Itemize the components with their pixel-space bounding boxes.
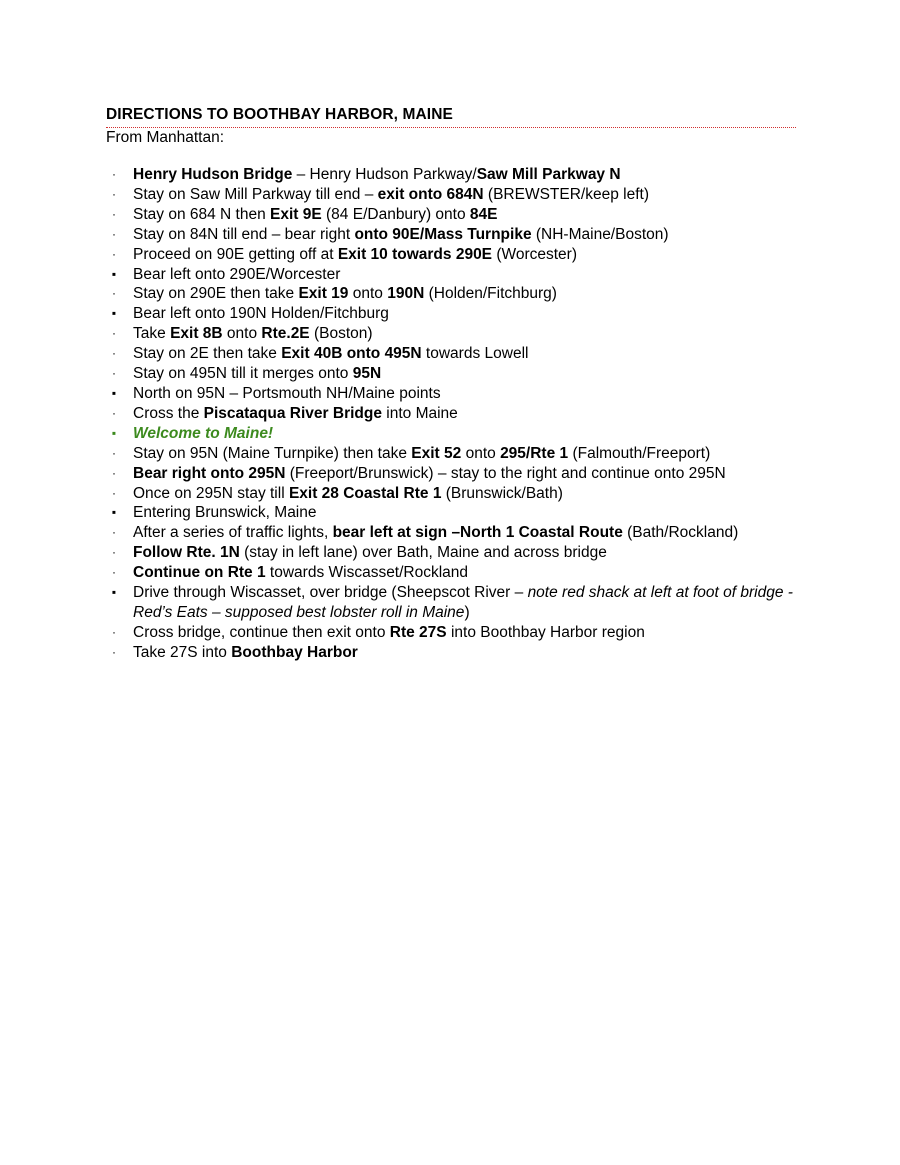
bullet-icon: · — [112, 465, 116, 480]
page-title: DIRECTIONS TO BOOTHBAY HARBOR, MAINE — [106, 106, 453, 123]
step-text: Exit 28 Coastal Rte 1 — [288, 484, 442, 502]
step-text: Drive through Wiscasset, over bridge (Sheepscot River – — [133, 584, 528, 602]
step-text: North on 95N – Portsmouth NH/Maine points — [133, 384, 441, 402]
step-text: (BREWSTER/keep left) — [483, 185, 649, 203]
direction-step — [106, 384, 796, 404]
step-text: Stay on 684 N then — [133, 205, 271, 223]
direction-step — [106, 543, 796, 563]
bullet-icon: ▪ — [111, 385, 117, 400]
bullet-icon: · — [112, 246, 116, 261]
step-text: Take — [133, 325, 171, 343]
step-text: 190N — [387, 285, 425, 303]
step-text: Rte.2E — [261, 325, 310, 343]
direction-step — [106, 484, 796, 504]
step-text: onto — [222, 325, 262, 343]
step-text: (Bath/Rockland) — [622, 524, 739, 542]
directions-list — [106, 165, 796, 663]
direction-step — [106, 424, 796, 444]
direction-step — [106, 563, 796, 583]
step-text: Henry Hudson Bridge — [133, 166, 293, 183]
step-text: (Brunswick/Bath) — [441, 484, 563, 502]
document-page — [106, 104, 796, 663]
direction-step — [106, 503, 796, 523]
step-text: Bear left onto 290E/Worcester — [133, 265, 341, 283]
bullet-icon: · — [112, 186, 116, 201]
step-text: Exit 40B onto 495N — [281, 345, 422, 363]
step-text: onto 90E/Mass Turnpike — [354, 225, 532, 243]
step-text: – Henry Hudson Parkway/ — [292, 166, 477, 183]
step-text: Stay on 2E then take — [133, 345, 282, 363]
step-text: Piscataqua River Bridge — [203, 404, 382, 422]
bullet-icon: ▪ — [111, 266, 117, 281]
bullet-icon: · — [112, 485, 116, 500]
bullet-icon: · — [112, 206, 116, 221]
step-text: into Maine — [381, 404, 458, 422]
direction-step — [106, 304, 796, 324]
step-text: 295/Rte 1 — [500, 444, 569, 462]
direction-step — [106, 265, 796, 285]
direction-step — [106, 225, 796, 245]
bullet-icon: · — [112, 525, 116, 540]
direction-step — [106, 404, 796, 424]
bullet-icon: · — [112, 565, 116, 580]
direction-step — [106, 245, 796, 265]
bullet-icon: · — [112, 226, 116, 241]
direction-step — [106, 523, 796, 543]
step-text: Stay on 495N till it merges onto — [133, 365, 353, 383]
direction-step — [106, 344, 796, 364]
step-text: Stay on 84N till end – bear right — [133, 225, 355, 243]
direction-step — [106, 583, 796, 623]
step-text: bear left at sign –North 1 Coastal Route — [332, 524, 623, 542]
step-text: onto — [461, 444, 501, 462]
step-text: 84E — [469, 205, 498, 223]
direction-step — [106, 364, 796, 384]
step-text: After a series of traffic lights, — [133, 524, 333, 542]
step-text: (Falmouth/Freeport) — [568, 444, 711, 462]
bullet-icon: · — [112, 286, 116, 301]
step-text: Stay on Saw Mill Parkway till end – — [133, 185, 378, 203]
step-text: Exit 8B — [170, 325, 223, 343]
step-text: Exit 10 towards 290E — [337, 245, 493, 263]
title-rule — [106, 104, 796, 128]
step-text: Continue on Rte 1 — [133, 564, 266, 582]
bullet-icon: · — [112, 545, 116, 560]
bullet-icon: · — [112, 644, 116, 659]
bullet-icon: · — [112, 326, 116, 341]
bullet-icon: ▪ — [111, 425, 117, 440]
step-text: onto — [348, 285, 388, 303]
direction-step — [106, 464, 796, 484]
direction-step — [106, 623, 796, 643]
step-text: towards Wiscasset/Rockland — [265, 564, 469, 582]
step-text: Entering Brunswick, Maine — [133, 504, 317, 522]
step-text: Bear right onto 295N — [133, 464, 286, 482]
direction-step — [106, 185, 796, 205]
bullet-icon: · — [112, 445, 116, 460]
step-text: (Holden/Fitchburg) — [424, 285, 557, 303]
step-text: Exit 52 — [411, 444, 462, 462]
step-text: Stay on 95N (Maine Turnpike) then take — [133, 444, 412, 462]
bullet-icon: ▪ — [111, 585, 117, 600]
bullet-icon: ▪ — [111, 505, 117, 520]
step-text: Exit 9E — [270, 205, 322, 223]
step-text: into Boothbay Harbor region — [446, 623, 645, 641]
page-subtitle: From Manhattan: — [106, 129, 225, 146]
step-text: Saw Mill Parkway N — [476, 166, 621, 183]
step-text: Rte 27S — [389, 623, 447, 641]
step-text: (Freeport/Brunswick) – stay to the right and continue onto 295N — [285, 464, 726, 482]
step-text: Once on 295N stay till — [133, 484, 289, 502]
bullet-icon: · — [112, 346, 116, 361]
step-text: Take 27S into — [133, 643, 232, 661]
step-text: (84 E/Danbury) onto — [321, 205, 470, 223]
direction-step — [106, 324, 796, 344]
step-text: Proceed on 90E getting off at — [133, 245, 338, 263]
step-text: exit onto 684N — [377, 185, 484, 203]
step-text: (Worcester) — [492, 245, 578, 263]
direction-step — [106, 165, 796, 185]
step-text: towards Lowell — [421, 345, 529, 363]
step-text: Follow Rte. 1N — [133, 544, 240, 562]
direction-step — [106, 284, 796, 304]
step-text: Bear left onto 190N Holden/Fitchburg — [133, 305, 389, 323]
step-text: Cross the — [133, 404, 204, 422]
step-text: (stay in left lane) over Bath, Maine and across bridge — [239, 544, 607, 562]
step-text: note red shack at left at foot of bridge - Red’s Eats – supposed best lobster roll in Maine — [133, 584, 793, 621]
direction-step — [106, 643, 796, 663]
step-text: Cross bridge, continue then exit onto — [133, 623, 390, 641]
step-text: (NH-Maine/Boston) — [531, 225, 669, 243]
direction-step — [106, 205, 796, 225]
step-text: Stay on 290E then take — [133, 285, 299, 303]
step-text: 95N — [352, 365, 382, 383]
step-text: Exit 19 — [298, 285, 349, 303]
bullet-icon: · — [112, 624, 116, 639]
step-text: Welcome to Maine! — [133, 424, 274, 442]
step-text: ) — [464, 603, 470, 621]
direction-step — [106, 444, 796, 464]
bullet-icon: · — [112, 405, 116, 420]
step-text: Boothbay Harbor — [231, 643, 358, 661]
bullet-icon: ▪ — [111, 306, 117, 321]
bullet-icon: · — [112, 167, 116, 181]
step-text: (Boston) — [309, 325, 373, 343]
bullet-icon: · — [112, 366, 116, 381]
